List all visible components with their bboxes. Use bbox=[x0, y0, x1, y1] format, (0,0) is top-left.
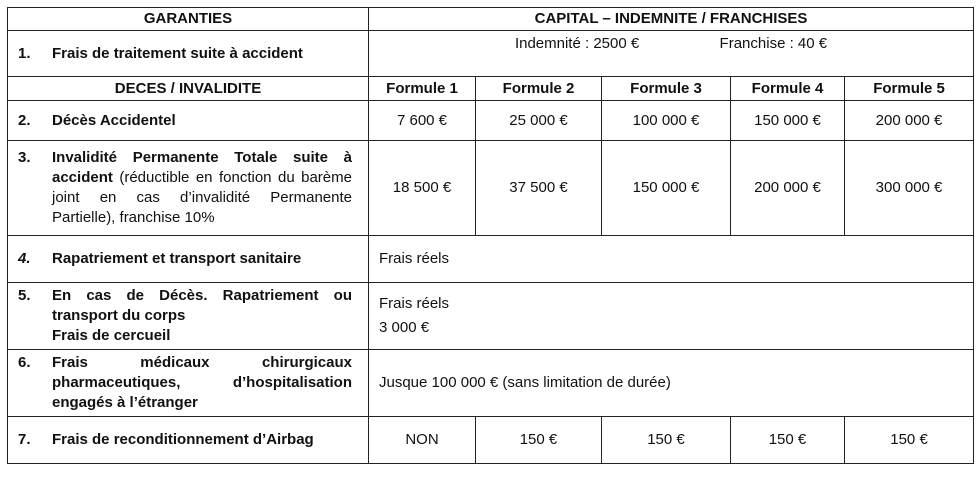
value-cell: 18 500 € bbox=[369, 141, 476, 236]
row-number: 2. bbox=[18, 111, 31, 129]
row-label bbox=[52, 148, 352, 228]
row-4-label-cell bbox=[8, 236, 369, 283]
row-3-label-cell bbox=[8, 141, 369, 236]
row-label bbox=[52, 286, 352, 346]
row-1-label-cell bbox=[8, 31, 369, 77]
table-row-2 bbox=[8, 101, 974, 141]
row-label: Frais de traitement suite à accident bbox=[52, 44, 303, 62]
value-cell: 150 € bbox=[731, 417, 845, 464]
value-cell: NON bbox=[369, 417, 476, 464]
row-6-label-cell bbox=[8, 350, 369, 417]
row-5-values bbox=[369, 283, 974, 350]
value-cell: 7 600 € bbox=[369, 101, 476, 141]
row-number: 4. bbox=[18, 250, 31, 267]
row-label-line2: Frais de cercueil bbox=[52, 327, 171, 344]
row-5-value-2: 3 000 € bbox=[379, 319, 430, 336]
row-6-value: Jusque 100 000 € (sans limitation de durée) bbox=[369, 350, 974, 417]
value-cell: 150 € bbox=[845, 417, 974, 464]
row-label: Décès Accidentel bbox=[52, 111, 176, 129]
formula-header-row bbox=[8, 77, 974, 101]
row-label: Rapatriement et transport sanitaire bbox=[52, 250, 302, 267]
value-cell: 25 000 € bbox=[476, 101, 602, 141]
table-row-4 bbox=[8, 236, 974, 283]
row-label-bold: Invalidité Permanente Totale suite à accident bbox=[52, 149, 352, 186]
row-label-detail: (réductible en fonction du barème joint en cas d’invalidité Permanente Partielle), franchise 10% bbox=[52, 169, 352, 226]
value-cell: 200 000 € bbox=[731, 141, 845, 236]
row-1-capital-cell bbox=[369, 31, 974, 77]
formula-4-heading: Formule 4 bbox=[731, 77, 845, 101]
indemnite-value: Indemnité : 2500 € bbox=[514, 35, 640, 52]
header-row bbox=[8, 8, 974, 31]
header-capital: CAPITAL – INDEMNITE / FRANCHISES bbox=[369, 8, 974, 31]
row-number: 5. bbox=[18, 287, 31, 304]
row-number: 6. bbox=[18, 354, 31, 371]
table-row-7 bbox=[8, 417, 974, 464]
table-row-5 bbox=[8, 283, 974, 350]
formula-5-heading: Formule 5 bbox=[845, 77, 974, 101]
row-label: Frais de reconditionnement d’Airbag bbox=[52, 431, 314, 448]
row-label: Frais médicaux chirurgicaux pharmaceutiques, d’hospitalisation engagés à l’étranger bbox=[52, 354, 352, 411]
row-number: 3. bbox=[18, 149, 31, 166]
row-7-label-cell bbox=[8, 417, 369, 464]
value-cell: 200 000 € bbox=[845, 101, 974, 141]
formula-3-heading: Formule 3 bbox=[602, 77, 731, 101]
table-row-3 bbox=[8, 141, 974, 236]
row-5-label-cell bbox=[8, 283, 369, 350]
deces-invalidite-heading: DECES / INVALIDITE bbox=[8, 77, 369, 101]
garanties-table bbox=[7, 7, 974, 464]
value-cell: 300 000 € bbox=[845, 141, 974, 236]
formula-2-heading: Formule 2 bbox=[476, 77, 602, 101]
value-cell: 150 000 € bbox=[602, 141, 731, 236]
value-cell: 150 € bbox=[602, 417, 731, 464]
row-number: 7. bbox=[18, 431, 31, 448]
row-number: 1. bbox=[18, 44, 31, 62]
row-label-line1: En cas de Décès. Rapatriement ou transport du corps bbox=[52, 287, 352, 324]
value-cell: 100 000 € bbox=[602, 101, 731, 141]
row-5-value-1: Frais réels bbox=[379, 295, 450, 312]
table-row-6 bbox=[8, 350, 974, 417]
row-2-label-cell bbox=[8, 101, 369, 141]
value-cell: 150 € bbox=[476, 417, 602, 464]
franchise-value: Franchise : 40 € bbox=[719, 35, 828, 52]
value-cell: 37 500 € bbox=[476, 141, 602, 236]
table-row-1 bbox=[8, 31, 974, 77]
formula-1-heading: Formule 1 bbox=[369, 77, 476, 101]
value-cell: 150 000 € bbox=[731, 101, 845, 141]
header-garanties: GARANTIES bbox=[8, 8, 369, 31]
row-4-value: Frais réels bbox=[369, 236, 974, 283]
